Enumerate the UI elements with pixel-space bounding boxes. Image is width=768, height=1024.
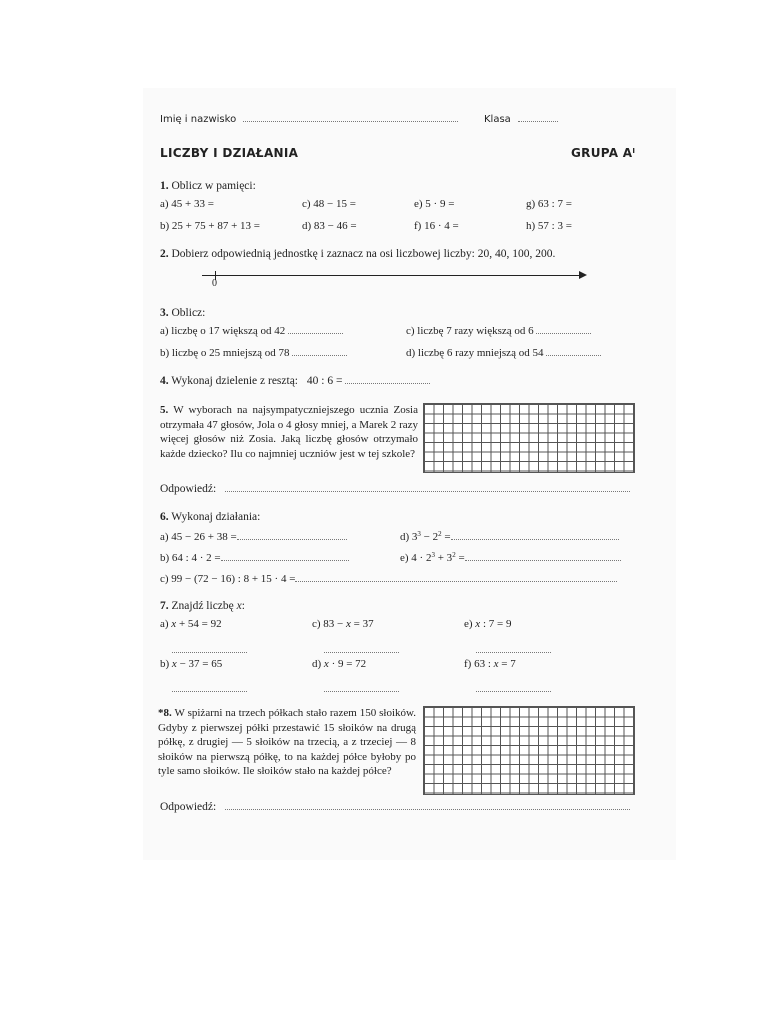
- name-field[interactable]: [160, 112, 458, 125]
- q7-item-e: e) x : 7 = 9: [464, 618, 512, 630]
- q1-item-a: a) 45 + 33 =: [160, 198, 214, 210]
- q6-item-c: c) 99 − (72 − 16) : 8 + 15 · 4 =: [160, 572, 617, 585]
- q1-heading: 1. Oblicz w pamięci:: [160, 180, 256, 192]
- q1-item-d: d) 83 − 46 =: [302, 220, 357, 232]
- q7-answer-a-dots: [172, 643, 247, 653]
- page-title: LICZBY I DZIAŁANIA: [160, 146, 299, 160]
- number-line: [202, 275, 582, 276]
- q1-item-f: f) 16 · 4 =: [414, 220, 459, 232]
- q8-grid: [423, 706, 635, 795]
- q3-item-b: b) liczbę o 25 mniejszą od 78: [160, 346, 347, 359]
- q1-item-g: g) 63 : 7 =: [526, 198, 572, 210]
- q5-text: 5. W wyborach na najsympatyczniejszego ucznia Zosia otrzymała 47 głosów, Jola o 4 głosy mniej, a Marek 2 razy więcej głosów niż Zosia. Jaką liczbę głosów otrzymało każde dziecko? Ilu co najmniej uczniów jest w tej szkole?: [160, 404, 418, 460]
- q7-answer-b-dots: [172, 682, 247, 692]
- number-line-arrow: [579, 271, 587, 279]
- q6-heading: 6. Wykonaj działania:: [160, 511, 261, 523]
- q6-item-b: b) 64 : 4 · 2 =: [160, 551, 349, 564]
- q5-answer: Odpowiedź:: [160, 482, 630, 495]
- q4-heading: 4. Wykonaj dzielenie z resztą: 40 : 6 =: [160, 374, 430, 387]
- q1-item-e: e) 5 · 9 =: [414, 198, 455, 210]
- q7-answer-c-dots: [324, 643, 399, 653]
- class-dots: [518, 112, 558, 122]
- class-label: Klasa: [484, 114, 511, 125]
- group-label: GRUPA $A^I$: [571, 146, 636, 160]
- q7-answer-d-dots: [324, 682, 399, 692]
- name-label: Imię i nazwisko: [160, 114, 237, 125]
- q1-item-h: h) 57 : 3 =: [526, 220, 572, 232]
- q7-answer-e-dots: [476, 643, 551, 653]
- q8-answer: Odpowiedź:: [160, 800, 630, 813]
- q2-heading: 2. Dobierz odpowiednią jednostkę i zaznacz na osi liczbowej liczby: 20, 40, 100, 200.: [160, 248, 556, 260]
- q7-item-b: b) x − 37 = 65: [160, 658, 223, 670]
- q7-answer-f-dots: [476, 682, 551, 692]
- name-dots: [243, 112, 458, 122]
- number-line-zero-label: 0: [212, 278, 217, 289]
- q7-item-a: a) x + 54 = 92: [160, 618, 222, 630]
- q6-item-e: e) $4 \cdot 2^3 + 3^2$ =: [400, 551, 621, 564]
- q6-item-a: a) 45 − 26 + 38 =: [160, 530, 347, 543]
- q7-item-d: d) x · 9 = 72: [312, 658, 367, 670]
- q7-heading: 7. Znajdź liczbę x:: [160, 600, 245, 612]
- q6-item-d: d) $3^3 - 2^2$ =: [400, 530, 619, 543]
- q3-item-a: a) liczbę o 17 większą od 42: [160, 324, 343, 337]
- q8-text: *8. W spiżarni na trzech półkach stało razem 150 słoików. Gdyby z pierwszej półki przestawić 15 słoików na drugą półkę, z drugiej — 5 słoików na trzecią, a z trzeciej — 8 słoików na pierwszą półkę, to na każdej półce byłoby po tyle samo słoików. Ile słoików stało na każdej półce?: [158, 707, 416, 777]
- q3-heading: 3. Oblicz:: [160, 307, 206, 319]
- q1-item-c: c) 48 − 15 =: [302, 198, 356, 210]
- q1-item-b: b) 25 + 75 + 87 + 13 =: [160, 220, 260, 232]
- q3-item-d: d) liczbę 6 razy mniejszą od 54: [406, 346, 601, 359]
- q7-item-f: f) 63 : x = 7: [464, 658, 516, 670]
- q3-item-c: c) liczbę 7 razy większą od 6: [406, 324, 591, 337]
- class-field[interactable]: [484, 112, 558, 125]
- q7-item-c: c) 83 − x = 37: [312, 618, 374, 630]
- q5-grid: [423, 403, 635, 473]
